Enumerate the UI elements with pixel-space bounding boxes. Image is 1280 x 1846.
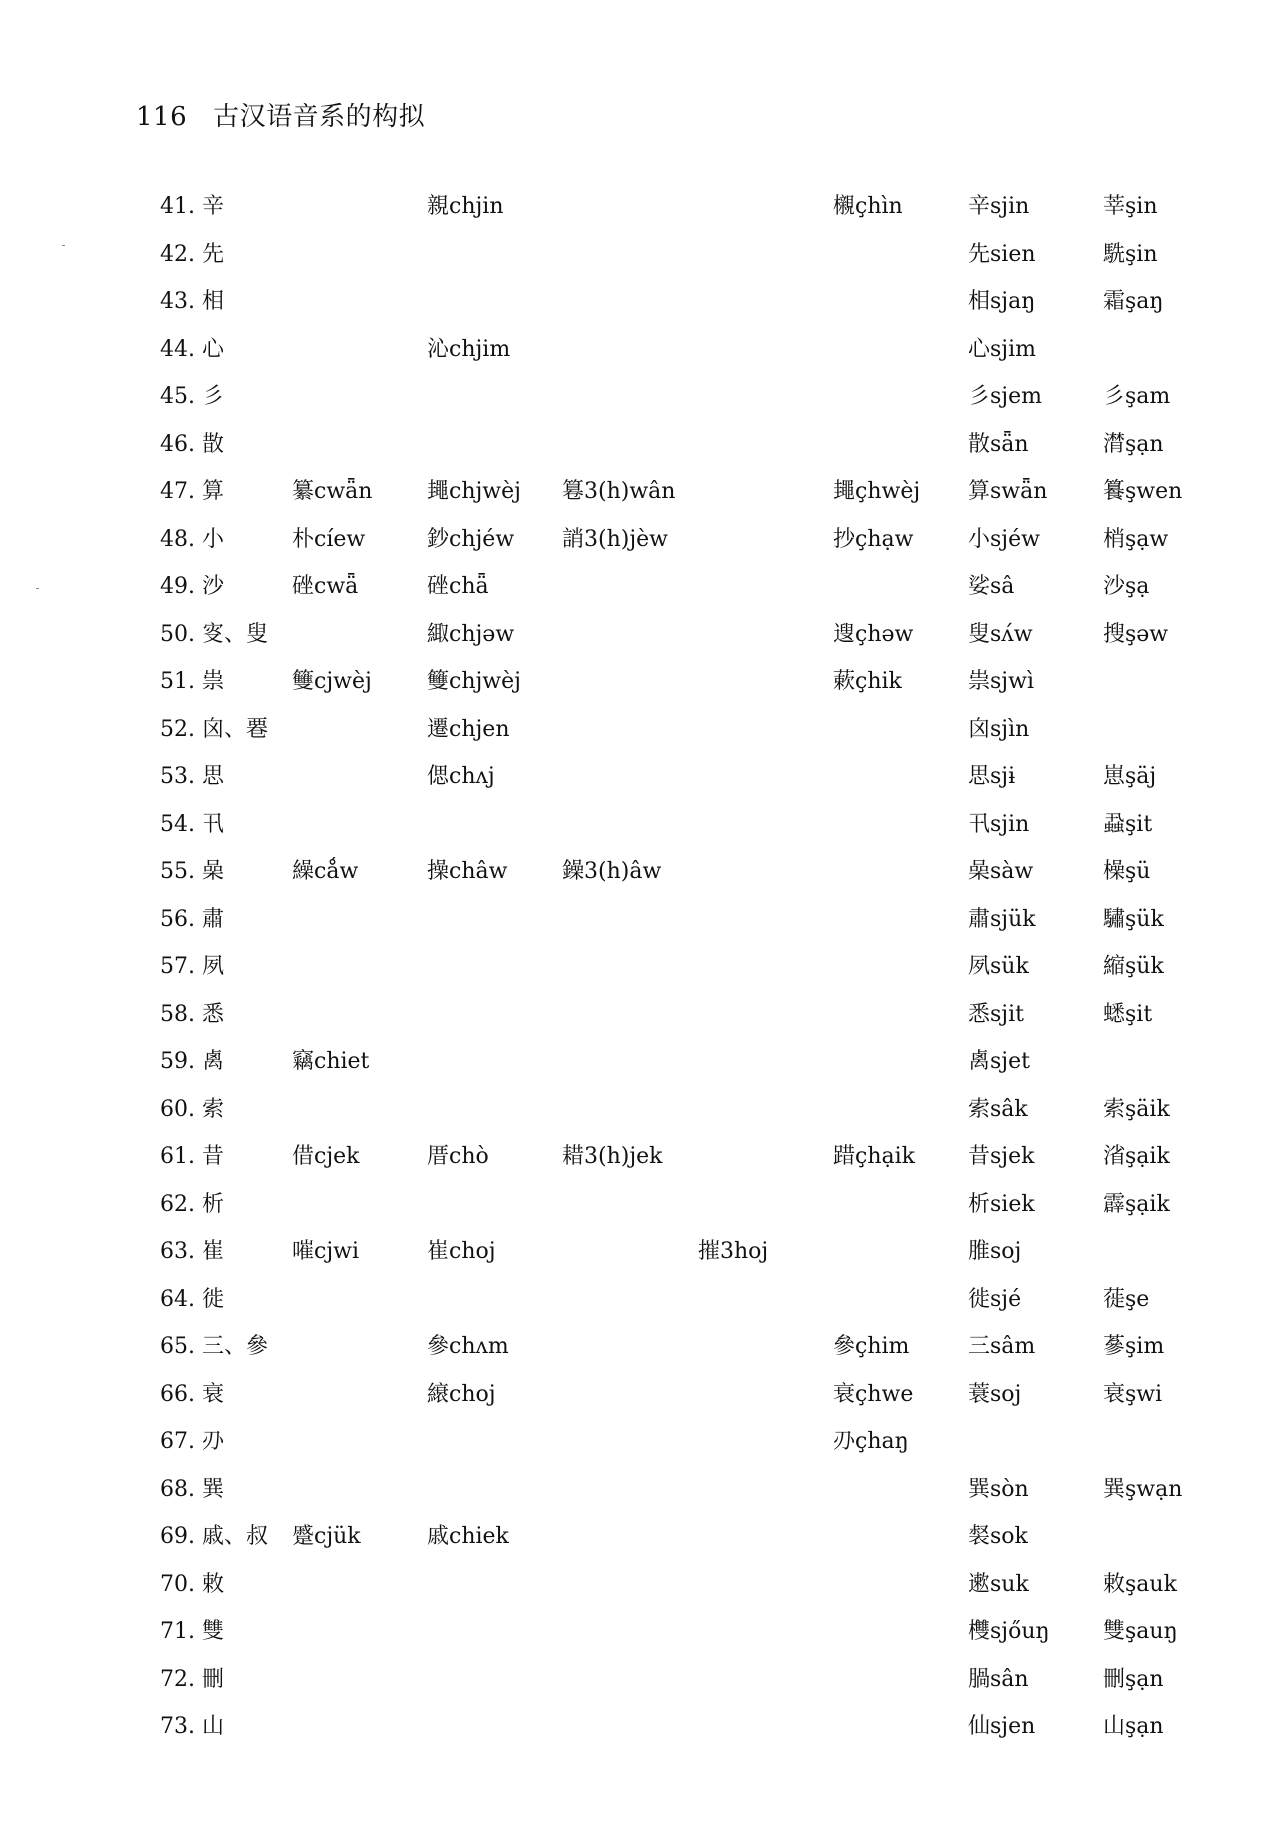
page-header xyxy=(136,96,425,133)
table-cell: 囟sjìn xyxy=(968,716,1030,742)
reconstruction-table xyxy=(0,183,1280,1751)
table-row xyxy=(0,1323,1280,1371)
table-cell: 雙şauŋ xyxy=(1103,1619,1178,1644)
table-cell: 耤3(h)jek xyxy=(562,1144,663,1169)
row-phonetic-series: 44. 心 xyxy=(160,336,224,362)
row-phonetic-series: 73. 山 xyxy=(160,1714,224,1739)
table-cell: 肅sjük xyxy=(968,906,1036,932)
table-cell: 親chjin xyxy=(427,194,504,219)
table-cell: 裻sok xyxy=(968,1524,1028,1549)
table-cell: 索sâk xyxy=(968,1096,1028,1122)
row-phonetic-series: 58. 悉 xyxy=(160,1001,224,1027)
table-cell: 驌şük xyxy=(1103,906,1164,932)
row-phonetic-series: 66. 衰 xyxy=(160,1381,224,1407)
table-row xyxy=(0,753,1280,801)
table-row xyxy=(0,801,1280,849)
table-cell: 仙sjen xyxy=(968,1714,1036,1739)
table-cell: 三sâm xyxy=(968,1334,1036,1359)
table-cell: 戚chiek xyxy=(427,1524,509,1549)
table-cell: 崽şäj xyxy=(1103,764,1157,789)
table-cell: 叟sʌ́w xyxy=(968,621,1033,647)
row-phonetic-series: 67. 刅 xyxy=(160,1429,224,1454)
row-phonetic-series: 48. 小 xyxy=(160,526,224,552)
table-cell: 巽şwạn xyxy=(1103,1476,1183,1502)
table-row xyxy=(0,421,1280,469)
table-row xyxy=(0,1656,1280,1704)
row-phonetic-series: 69. 戚、叔 xyxy=(160,1524,268,1549)
table-cell: 參çhim xyxy=(833,1334,910,1359)
table-cell: 霹şạik xyxy=(1103,1191,1170,1217)
table-cell: 誚3(h)jèw xyxy=(562,526,669,552)
table-cell: 沁chjim xyxy=(427,336,511,362)
table-row xyxy=(0,1371,1280,1419)
table-cell: 踖çhạik xyxy=(833,1144,915,1169)
table-cell: 欆sjőuŋ xyxy=(968,1619,1050,1644)
table-cell: 蔌çhik xyxy=(833,669,902,694)
table-row xyxy=(0,1228,1280,1276)
table-row xyxy=(0,943,1280,991)
table-cell: 沙şạ xyxy=(1103,574,1150,599)
row-phonetic-series: 43. 相 xyxy=(160,289,224,314)
table-cell: 抄çhạw xyxy=(833,526,914,552)
table-cell: 䉶cjwèj xyxy=(292,669,372,694)
table-cell: 悉sjit xyxy=(968,1001,1024,1027)
table-cell: 搜şəw xyxy=(1103,621,1169,647)
table-cell: 駪şin xyxy=(1103,241,1158,267)
table-cell: 脽soj xyxy=(968,1239,1022,1264)
table-cell: 纂cwǟn xyxy=(292,479,373,504)
table-cell: 巽sòn xyxy=(968,1476,1029,1502)
table-cell: 喿sàw xyxy=(968,859,1034,884)
table-cell: 嗺cjwi xyxy=(292,1239,360,1264)
row-phonetic-series: 45. 彡 xyxy=(160,384,224,409)
table-cell: 籑şwen xyxy=(1103,479,1183,504)
table-row xyxy=(0,1466,1280,1514)
table-cell: 鐰3(h)âw xyxy=(562,859,662,884)
table-cell: 䂳cwǟ xyxy=(292,574,359,599)
table-cell: 借cjek xyxy=(292,1144,360,1169)
table-cell: 腡sân xyxy=(968,1666,1029,1692)
table-cell: 摧3hoj xyxy=(698,1239,769,1264)
table-cell: 梢şạw xyxy=(1103,526,1169,552)
table-cell: 朴cíew xyxy=(292,526,366,552)
table-row xyxy=(0,658,1280,706)
row-phonetic-series: 51. 祟 xyxy=(160,669,224,694)
table-cell: 衰çhwe xyxy=(833,1381,914,1407)
table-row xyxy=(0,1276,1280,1324)
table-row xyxy=(0,706,1280,754)
table-cell: 操châw xyxy=(427,859,508,884)
table-cell: 遷chjen xyxy=(427,716,510,742)
table-cell: 娑sâ xyxy=(968,574,1015,599)
table-cell: 竊chiet xyxy=(292,1049,370,1074)
table-cell: 橾şü xyxy=(1103,859,1151,884)
table-row xyxy=(0,278,1280,326)
table-cell: 潸şạn xyxy=(1103,431,1164,457)
table-cell: 彡şam xyxy=(1103,384,1171,409)
table-cell: 渻şạik xyxy=(1103,1144,1170,1169)
table-cell: 刅çhaŋ xyxy=(833,1429,909,1454)
table-cell: 遚çhəw xyxy=(833,621,914,647)
row-phonetic-series: 52. 囟、䙴 xyxy=(160,716,268,742)
row-phonetic-series: 62. 析 xyxy=(160,1191,224,1217)
table-cell: 小sjéw xyxy=(968,526,1040,552)
table-cell: 蟋şit xyxy=(1103,1001,1153,1027)
table-cell: 蓰şe xyxy=(1103,1286,1150,1312)
table-row xyxy=(0,1513,1280,1561)
table-cell: 崔choj xyxy=(427,1239,496,1264)
table-row xyxy=(0,896,1280,944)
table-cell: 析siek xyxy=(968,1191,1035,1217)
table-cell: 緅chjəw xyxy=(427,621,515,647)
page-number: 116 xyxy=(136,102,188,132)
table-cell: 厝chò xyxy=(427,1144,489,1169)
table-cell: 昔sjek xyxy=(968,1144,1035,1169)
table-cell: 蓑soj xyxy=(968,1381,1022,1407)
table-row xyxy=(0,563,1280,611)
table-cell: 參chʌm xyxy=(427,1334,509,1359)
row-phonetic-series: 57. 夙 xyxy=(160,954,224,979)
table-row xyxy=(0,1418,1280,1466)
row-phonetic-series: 63. 崔 xyxy=(160,1239,224,1264)
table-row xyxy=(0,1086,1280,1134)
table-cell: 偲chʌj xyxy=(427,764,495,789)
row-phonetic-series: 42. 先 xyxy=(160,241,224,267)
table-cell: 縗choj xyxy=(427,1381,496,1407)
table-cell: 篹3(h)wân xyxy=(562,479,676,504)
row-phonetic-series: 64. 徙 xyxy=(160,1286,224,1312)
row-phonetic-series: 70. 敕 xyxy=(160,1571,224,1597)
table-row xyxy=(0,1133,1280,1181)
table-cell: 蔘şim xyxy=(1103,1334,1165,1359)
page-title: 古汉语音系的构拟 xyxy=(213,102,426,132)
table-cell: 鈔chjéw xyxy=(427,526,515,552)
table-cell: 先sien xyxy=(968,241,1036,267)
table-cell: 䵷çhwèj xyxy=(833,479,921,504)
row-phonetic-series: 71. 雙 xyxy=(160,1619,224,1644)
row-phonetic-series: 54. 卂 xyxy=(160,811,224,837)
table-cell: 山şạn xyxy=(1103,1714,1164,1739)
table-row xyxy=(0,1038,1280,1086)
table-row xyxy=(0,516,1280,564)
row-phonetic-series: 72. 刪 xyxy=(160,1666,224,1692)
table-row xyxy=(0,231,1280,279)
table-cell: 心sjim xyxy=(968,336,1037,362)
table-cell: 衰şwi xyxy=(1103,1381,1163,1407)
row-phonetic-series: 65. 三、參 xyxy=(160,1334,268,1359)
table-cell: 徙sjé xyxy=(968,1286,1022,1312)
table-row xyxy=(0,1561,1280,1609)
row-phonetic-series: 46. 㪚 xyxy=(160,431,224,457)
table-cell: 彡sjem xyxy=(968,384,1042,409)
table-cell: 思sjɨ xyxy=(968,764,1016,789)
table-cell: 刪şạn xyxy=(1103,1666,1164,1692)
table-cell: 縮şük xyxy=(1103,954,1164,979)
row-phonetic-series: 41. 辛 xyxy=(160,194,224,219)
table-cell: 散sǟn xyxy=(968,431,1029,457)
row-phonetic-series: 68. 巽 xyxy=(160,1476,224,1502)
table-row xyxy=(0,468,1280,516)
table-cell: 䉶chjwèj xyxy=(427,669,521,694)
table-row xyxy=(0,373,1280,421)
table-cell: 索şäik xyxy=(1103,1096,1170,1122)
row-phonetic-series: 49. 沙 xyxy=(160,574,224,599)
table-row xyxy=(0,1703,1280,1751)
table-row xyxy=(0,848,1280,896)
row-phonetic-series: 59. 禼 xyxy=(160,1049,224,1074)
row-phonetic-series: 61. 昔 xyxy=(160,1144,224,1169)
table-cell: 相sjaŋ xyxy=(968,289,1036,314)
table-cell: 莘şin xyxy=(1103,194,1158,219)
table-cell: 算swǟn xyxy=(968,479,1048,504)
table-row xyxy=(0,1181,1280,1229)
table-cell: 敕şauk xyxy=(1103,1571,1177,1597)
table-row xyxy=(0,991,1280,1039)
row-phonetic-series: 60. 索 xyxy=(160,1096,224,1122)
table-cell: 祟sjwì xyxy=(968,669,1034,694)
row-phonetic-series: 53. 思 xyxy=(160,764,224,789)
table-cell: 禼sjet xyxy=(968,1049,1030,1074)
table-cell: 夙sük xyxy=(968,954,1029,979)
row-phonetic-series: 56. 肅 xyxy=(160,906,224,932)
table-cell: 蝨şit xyxy=(1103,811,1153,837)
table-cell: 繰cǻw xyxy=(292,859,359,884)
table-cell: 辛sjin xyxy=(968,194,1030,219)
table-cell: 櫬çhìn xyxy=(833,194,903,219)
table-cell: 䂳chǟ xyxy=(427,574,489,599)
table-row xyxy=(0,183,1280,231)
table-cell: 遬suk xyxy=(968,1571,1029,1597)
table-cell: 䵷chjwèj xyxy=(427,479,521,504)
row-phonetic-series: 47. 算 xyxy=(160,479,224,504)
table-row xyxy=(0,326,1280,374)
table-row xyxy=(0,1608,1280,1656)
row-phonetic-series: 55. 喿 xyxy=(160,859,224,884)
table-cell: 蹙cjük xyxy=(292,1524,361,1549)
table-row xyxy=(0,611,1280,659)
row-phonetic-series: 50. 叜、叟 xyxy=(160,621,268,647)
table-cell: 霜şaŋ xyxy=(1103,289,1164,314)
table-cell: 卂sjin xyxy=(968,811,1030,837)
